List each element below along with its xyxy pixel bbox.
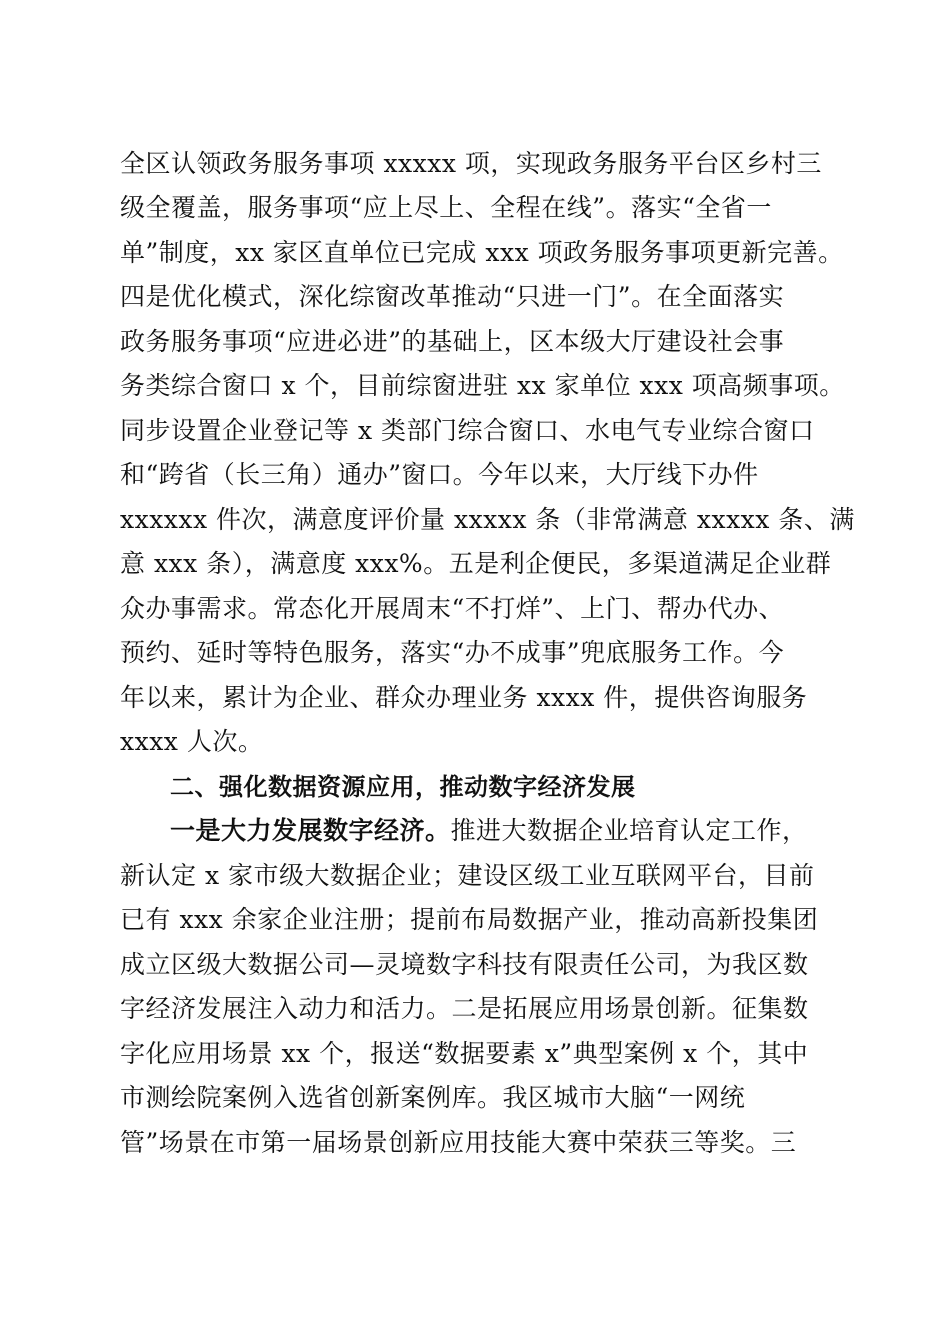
body-text-line: 成立区级大数据公司—灵境数字科技有限责任公司，为我区数 (120, 950, 809, 979)
body-text-line: 字经济发展注入动力和活力。二是拓展应用场景创新。征集数 (120, 994, 809, 1023)
body-text-line (170, 811, 808, 851)
body-text-line: 市测绘院案例入选省创新案例库。我区城市大脑“一网统 (120, 1083, 746, 1112)
body-text-line: 务类综合窗口 x 个，目前综窗进驻 xx 家单位 xxx 项高频事项。 (120, 371, 845, 400)
body-text-line: 年以来，累计为企业、群众办理业务 xxxx 件，提供咨询服务 (120, 683, 808, 712)
body-text-line: 四是优化模式，深化综窗改革推动“只进一门”。在全面落实 (120, 282, 785, 311)
body-text-line: 全区认领政务服务事项 xxxxx 项，实现政务服务平台区乡村三 (120, 149, 822, 178)
body-text-line: xxxx 人次。 (120, 727, 264, 756)
body-text-line: 意 xxx 条），满意度 xxx%。五是利企便民，多渠道满足企业群 (120, 549, 832, 578)
body-text-line: 单”制度，xx 家区直单位已完成 xxx 项政务服务事项更新完善。 (120, 238, 844, 267)
body-text-line: 已有 xxx 余家企业注册；提前布局数据产业，推动高新投集团 (120, 905, 819, 934)
body-text-line: 字化应用场景 xx 个，报送“数据要素 x”典型案例 x 个，其中 (120, 1039, 809, 1068)
body-text-line: 预约、延时等特色服务，落实“办不成事”兜底服务工作。今 (120, 638, 785, 667)
paragraph-text: 推进大数据企业培育认定工作， (450, 816, 808, 845)
body-text-line: 众办事需求。常态化开展周末“不打烊”、上门、帮办代办、 (120, 594, 785, 623)
paragraph-lead: 一是大力发展数字经济。 (170, 816, 451, 845)
body-text-line: 和“跨省（长三角）通办”窗口。今年以来，大厅线下办件 (120, 460, 759, 489)
body-text-line: 政务服务事项“应进必进”的基础上，区本级大厅建设社会事 (120, 327, 785, 356)
body-text-line: xxxxxx 件次，满意度评价量 xxxxx 条（非常满意 xxxxx 条、满 (120, 505, 855, 534)
body-text-line: 级全覆盖，服务事项“应上尽上、全程在线”。落实“全省一 (120, 193, 772, 222)
body-text-line: 同步设置企业登记等 x 类部门综合窗口、水电气专业综合窗口 (120, 416, 815, 445)
body-text-line: 管”场景在市第一届场景创新应用技能大赛中荣获三等奖。三 (120, 1128, 797, 1157)
section-heading: 二、强化数据资源应用，推动数字经济发展 (170, 773, 636, 801)
body-text-line: 新认定 x 家市级大数据企业；建设区级工业互联网平台，目前 (120, 861, 815, 890)
